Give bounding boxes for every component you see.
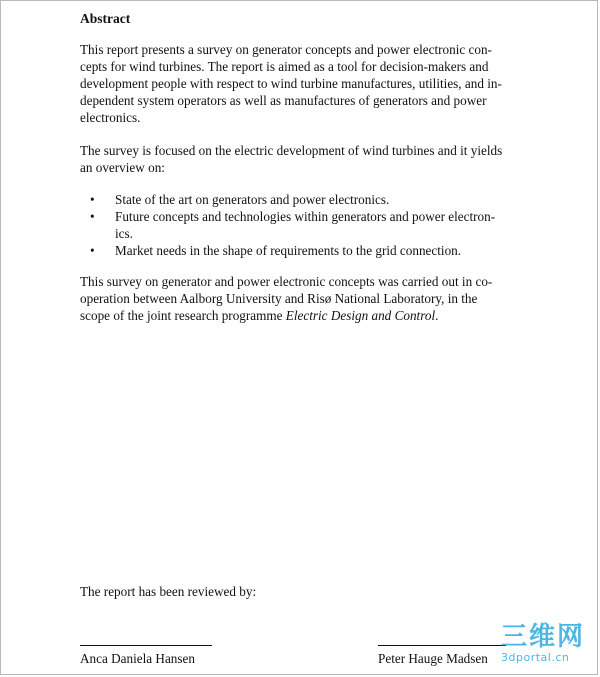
abstract-section bbox=[80, 10, 550, 324]
signature-line bbox=[80, 645, 212, 646]
text-line: This survey on generator and power electronic concepts was carried out in co- bbox=[80, 274, 493, 289]
text-line-prefix: scope of the joint research programme bbox=[80, 308, 286, 323]
text-line: The survey is focused on the electric development of wind turbines and it yields bbox=[80, 143, 503, 158]
text-line: development people with respect to wind turbine manufactures, utilities, and in- bbox=[80, 76, 502, 91]
abstract-heading: Abstract bbox=[80, 11, 131, 26]
watermark-logo bbox=[501, 623, 593, 669]
bullet-icon: • bbox=[90, 192, 95, 207]
list-item-text: Future concepts and technologies within generators and power electron- bbox=[115, 209, 496, 224]
list-item bbox=[80, 191, 550, 208]
reviewer-name: Anca Daniela Hansen bbox=[80, 651, 195, 666]
list-item-text: Market needs in the shape of requirements to the grid connection. bbox=[115, 243, 462, 258]
text-line: electronics. bbox=[80, 110, 141, 125]
signature-right bbox=[378, 645, 506, 667]
signature-left bbox=[80, 645, 212, 667]
bullet-icon: • bbox=[90, 243, 95, 258]
text-line: This report presents a survey on generator concepts and power electronic con- bbox=[80, 42, 492, 57]
reviewed-by-label: The report has been reviewed by: bbox=[80, 584, 257, 599]
programme-name: Electric Design and Control bbox=[285, 308, 436, 323]
text-line: cepts for wind turbines. The report is aimed as a tool for decision-makers and bbox=[80, 59, 489, 74]
watermark-url: 3dportal.cn bbox=[501, 651, 570, 664]
intro-paragraph bbox=[80, 41, 550, 126]
text-line-suffix: . bbox=[435, 308, 439, 323]
cooperation-paragraph bbox=[80, 273, 550, 324]
list-item-text: State of the art on generators and power electronics. bbox=[115, 192, 390, 207]
watermark-text: 三维网 bbox=[501, 622, 586, 652]
list-item bbox=[80, 242, 550, 259]
text-line: dependent system operators as well as manufactures of generators and power bbox=[80, 93, 487, 108]
signature-line bbox=[378, 645, 506, 646]
text-line: operation between Aalborg University and Risø National Laboratory, in the bbox=[80, 291, 478, 306]
list-item bbox=[80, 208, 550, 242]
bullet-icon: • bbox=[90, 209, 95, 224]
overview-list bbox=[80, 191, 550, 259]
list-item-text: ics. bbox=[115, 226, 133, 241]
focus-paragraph bbox=[80, 142, 550, 176]
reviewer-name: Peter Hauge Madsen bbox=[378, 651, 488, 666]
text-line: an overview on: bbox=[80, 160, 165, 175]
